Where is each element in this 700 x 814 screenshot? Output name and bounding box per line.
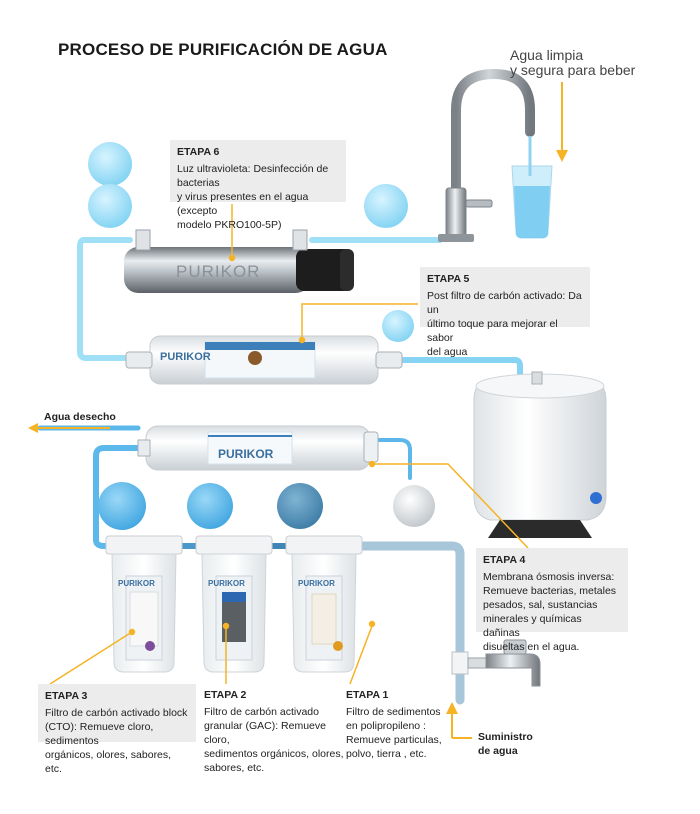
clean-water-arrow bbox=[556, 82, 568, 162]
housing1-brand-text: PURIKOR bbox=[298, 579, 335, 588]
filter-housing-stage3 bbox=[106, 536, 182, 672]
etapa5-title: ETAPA 5 bbox=[427, 273, 470, 285]
water-drop-post-filter bbox=[382, 310, 414, 342]
water-drop-stage3 bbox=[98, 482, 146, 530]
water-drop-uv-outlet bbox=[364, 184, 408, 228]
etapa6-line: modelo PKRO100-5P) bbox=[177, 219, 282, 231]
etapa6-line: y virus presentes en el agua (excepto bbox=[177, 191, 309, 217]
etapa3-callout bbox=[38, 684, 196, 775]
etapa1-line: en polipropileno : bbox=[346, 720, 426, 732]
water-drop-stage1 bbox=[277, 483, 323, 529]
housing3-brand-text: PURIKOR bbox=[118, 579, 155, 588]
etapa2-line: Filtro de carbón activado bbox=[204, 706, 319, 718]
housing2-brand-text: PURIKOR bbox=[208, 579, 245, 588]
etapa1-line: Remueve particulas, bbox=[346, 734, 442, 746]
waste-arrow bbox=[28, 423, 110, 433]
clean-water-line-2: y segura para beber bbox=[510, 62, 636, 78]
tube-supply bbox=[362, 546, 460, 700]
etapa3-line: (CTO): Remueve cloro, sedimentos bbox=[45, 721, 154, 747]
etapa5-line: Post filtro de carbón activado: Da un bbox=[427, 290, 582, 316]
etapa4-line: Membrana ósmosis inversa: bbox=[483, 571, 615, 583]
etapa4-line: pesados, sal, sustancias bbox=[483, 599, 598, 611]
etapa1-title: ETAPA 1 bbox=[346, 689, 389, 701]
tube-membrane-outlet bbox=[378, 440, 410, 478]
etapa6-callout bbox=[170, 140, 346, 231]
etapa4-title: ETAPA 4 bbox=[483, 554, 526, 566]
uv-brand-text: PURIKOR bbox=[176, 262, 261, 281]
etapa3-title: ETAPA 3 bbox=[45, 690, 88, 702]
clean-water-label bbox=[510, 48, 635, 78]
supply-line-1: Suministro bbox=[478, 731, 533, 743]
clean-water-line-1: Agua limpia bbox=[510, 47, 584, 63]
post-filter-brand-text: PURIKOR bbox=[160, 351, 211, 363]
page-title: PROCESO DE PURIFICACIÓN DE AGUA bbox=[58, 40, 388, 59]
filter-housing-stage2 bbox=[196, 536, 272, 672]
water-glass bbox=[512, 136, 552, 238]
etapa1-line: Filtro de sedimentos bbox=[346, 706, 441, 718]
etapa4-line: minerales y químicas dañinas bbox=[483, 613, 582, 639]
etapa2-line: granular (GAC): Remueve cloro, bbox=[204, 720, 326, 746]
membrane-brand-text: PURIKOR bbox=[218, 447, 274, 461]
etapa3-line: orgánicos, olores, sabores, etc. bbox=[45, 749, 172, 775]
etapa4-callout bbox=[476, 548, 628, 653]
etapa1-line: polvo, tierra , etc. bbox=[346, 748, 427, 760]
tube-uv-to-postfilter bbox=[80, 240, 130, 358]
etapa2-title: ETAPA 2 bbox=[204, 689, 247, 701]
etapa2-callout bbox=[204, 688, 344, 775]
etapa4-line: Remueve bacterias, metales bbox=[483, 585, 617, 597]
etapa1-callout bbox=[346, 688, 454, 761]
supply-line-2: de agua bbox=[478, 745, 518, 757]
etapa2-line: sabores, etc. bbox=[204, 762, 265, 774]
water-drop-stage2 bbox=[187, 483, 233, 529]
etapa5-line: del agua bbox=[427, 346, 468, 358]
etapa5-callout bbox=[420, 267, 590, 358]
etapa4-line: disueltas en el agua. bbox=[483, 641, 580, 653]
etapa6-title: ETAPA 6 bbox=[177, 146, 220, 158]
etapa2-line: sedimentos orgánicos, olores, bbox=[204, 748, 344, 760]
etapa6-line: Luz ultravioleta: Desinfección de bacterias bbox=[177, 163, 329, 189]
etapa3-line: Filtro de carbón activado block bbox=[45, 707, 188, 719]
water-supply-label bbox=[478, 730, 533, 758]
filter-housing-stage1 bbox=[286, 536, 362, 672]
water-drop-uv-inlet bbox=[88, 142, 132, 228]
etapa5-line: último toque para mejorar el sabor bbox=[427, 318, 558, 344]
waste-water-label: Agua desecho bbox=[44, 411, 116, 423]
water-drop-supply bbox=[393, 485, 435, 527]
